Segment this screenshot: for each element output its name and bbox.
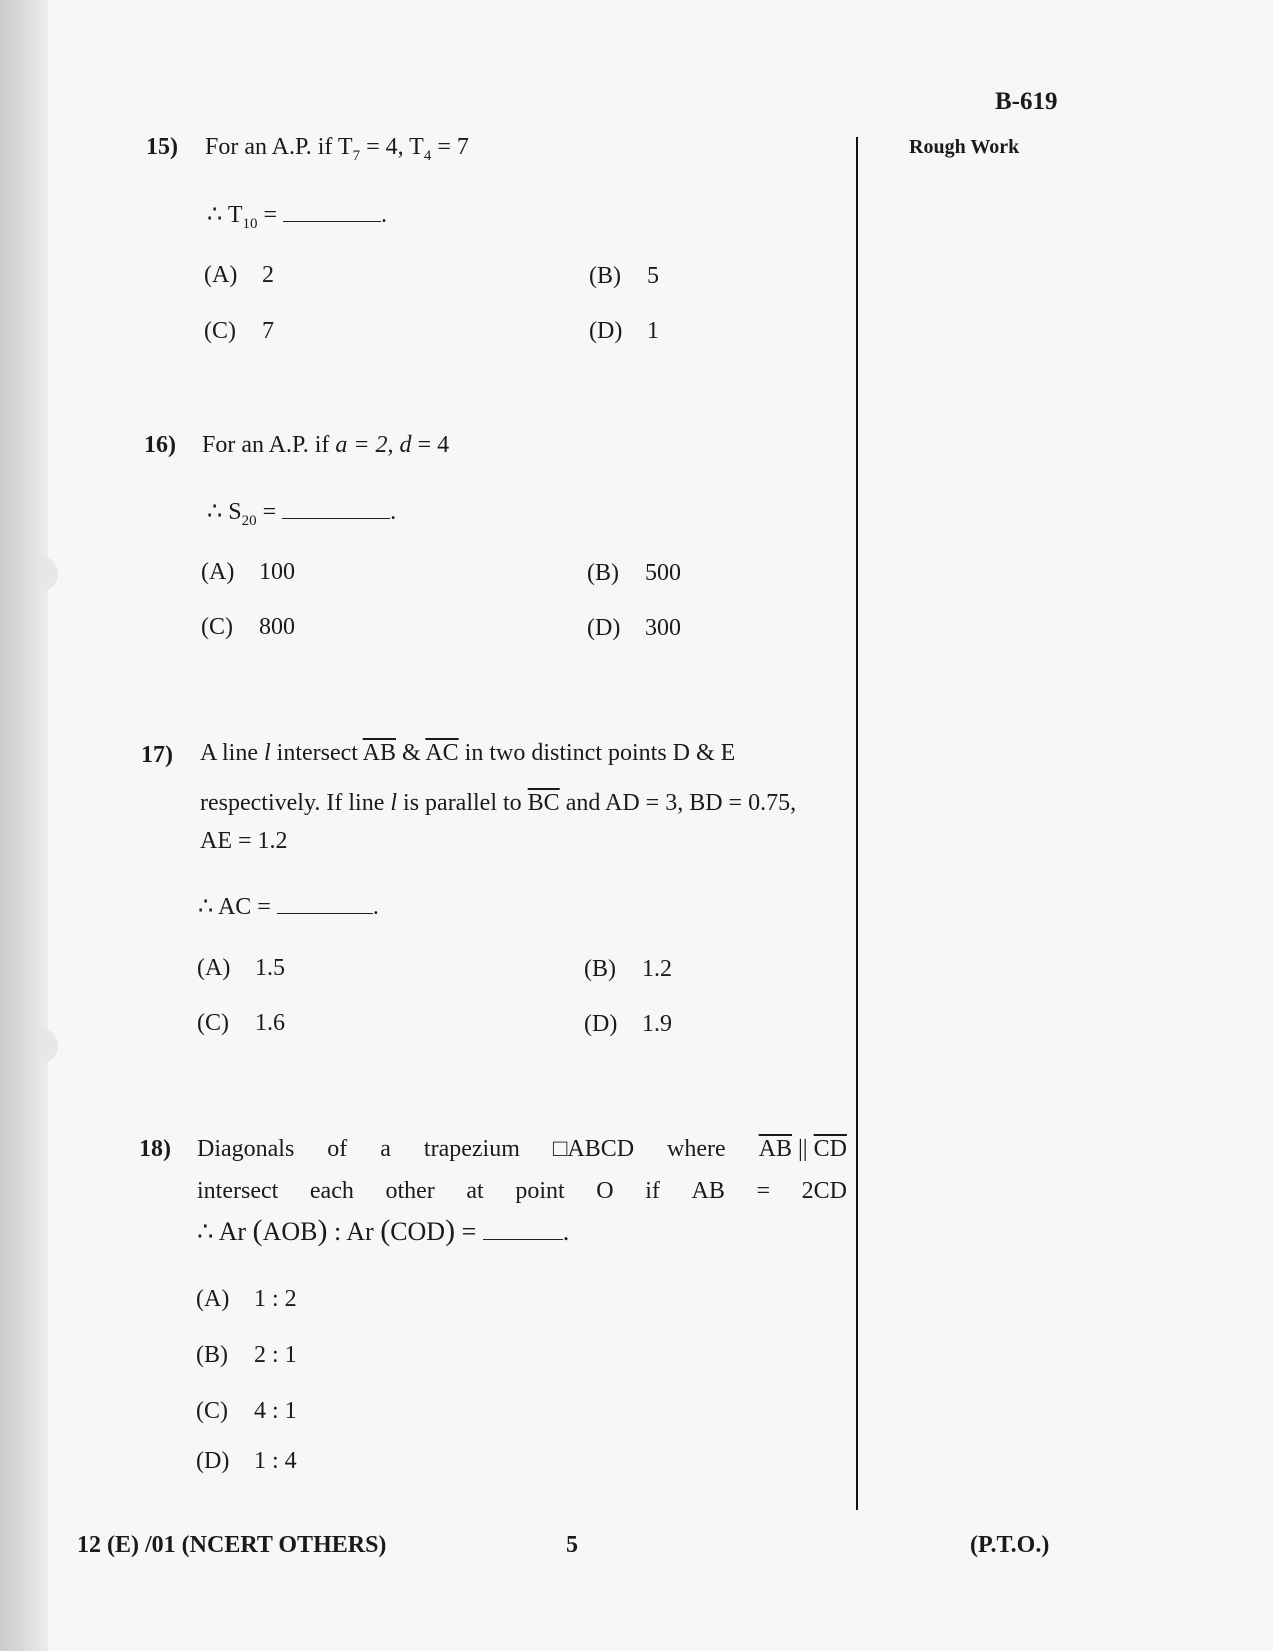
stem-text: = 4, T xyxy=(360,134,424,160)
subscript: 10 xyxy=(242,215,258,232)
question-ask: ∴ Ar (AOB) : Ar (COD) = . xyxy=(197,1214,570,1247)
stem-word: other xyxy=(385,1178,435,1204)
option-label: (C) xyxy=(197,1010,229,1036)
stem-word: intersect xyxy=(197,1178,279,1204)
stem-text: intersect xyxy=(270,740,363,766)
page-number: 5 xyxy=(566,1532,578,1558)
question-stem-line-1 xyxy=(200,740,735,767)
stem-word: AB xyxy=(691,1178,725,1204)
answer-blank xyxy=(283,201,381,222)
option-b[interactable] xyxy=(589,263,659,290)
stem-text: in two distinct points D & E xyxy=(458,740,736,766)
stem-text: For an A.P. if xyxy=(202,432,336,458)
column-divider xyxy=(856,137,858,1510)
question-ask: ∴ AC = . xyxy=(198,894,379,920)
option-value: 800 xyxy=(259,614,295,640)
option-b[interactable] xyxy=(584,956,672,983)
rough-work-heading: Rough Work xyxy=(909,136,1020,158)
stem-text: is parallel to xyxy=(397,790,528,816)
parallel-symbol: || xyxy=(792,1136,814,1162)
stem-text: respectively. If line xyxy=(200,790,391,816)
line-variable: l xyxy=(264,740,271,766)
subscript: 7 xyxy=(352,147,361,164)
question-stem-line-3: AE = 1.2 xyxy=(200,828,288,854)
quadrilateral-symbol: □ABCD xyxy=(552,1136,635,1162)
ask-text: = xyxy=(256,499,283,525)
option-label: (D) xyxy=(589,318,623,344)
segment-ab: $\overline{AB}$ xyxy=(362,740,396,766)
stem-word: O xyxy=(596,1178,614,1204)
bracket: ( xyxy=(252,1214,263,1247)
triangle-aob: AOB xyxy=(262,1217,318,1246)
stem-word: Diagonals xyxy=(197,1136,295,1162)
question-number: 18) xyxy=(139,1136,171,1162)
stem-word: = xyxy=(756,1178,771,1204)
option-c[interactable] xyxy=(196,1398,297,1425)
option-value: 2 xyxy=(262,262,274,288)
option-label: (A) xyxy=(197,955,231,981)
option-label: (A) xyxy=(196,1286,230,1312)
option-c[interactable] xyxy=(197,1010,285,1037)
option-a[interactable] xyxy=(201,559,295,586)
bracket: ) xyxy=(317,1214,328,1247)
stem-text: and AD = 3, BD = 0.75, xyxy=(559,790,797,816)
answer-blank xyxy=(277,893,373,914)
parallel-segments xyxy=(759,1136,847,1163)
option-value: 100 xyxy=(259,559,295,585)
ask-text: ∴ Ar xyxy=(197,1217,253,1246)
option-value: 7 xyxy=(262,318,274,344)
ask-text: = xyxy=(455,1217,483,1246)
question-number: 15) xyxy=(146,134,178,160)
option-label: (C) xyxy=(201,614,233,640)
option-d[interactable] xyxy=(196,1448,297,1475)
option-b[interactable] xyxy=(587,560,681,587)
subscript: 20 xyxy=(241,512,257,529)
question-stem-line-2 xyxy=(197,1178,847,1205)
stem-variables: a = 2, d xyxy=(335,432,412,458)
option-a[interactable] xyxy=(204,262,274,289)
answer-blank xyxy=(483,1219,563,1240)
option-a[interactable] xyxy=(197,955,285,982)
segment-bc: $\overline{BC}$ xyxy=(527,790,560,816)
option-label: (A) xyxy=(201,559,235,585)
option-value: 1.5 xyxy=(255,955,285,981)
segment-ac: $\overline{AC}$ xyxy=(425,740,459,766)
scan-edge xyxy=(0,0,48,1651)
stem-word: point xyxy=(515,1178,565,1204)
question-ask: ∴ $T_{10}$ = . xyxy=(207,202,388,232)
option-value: 2 : 1 xyxy=(254,1342,297,1368)
bracket: ( xyxy=(380,1214,391,1247)
stem-word: where xyxy=(667,1136,726,1162)
stem-text: For an A.P. if T xyxy=(205,134,353,160)
ask-text: : Ar xyxy=(327,1217,381,1246)
ask-text: = xyxy=(257,202,284,228)
ask-text: ∴ AC = xyxy=(198,894,277,920)
option-value: 1.2 xyxy=(642,956,672,982)
option-d[interactable] xyxy=(584,1011,672,1038)
stem-word: trapezium xyxy=(423,1136,520,1162)
stem-word: of xyxy=(327,1136,348,1162)
option-value: 5 xyxy=(647,263,659,289)
stem-word: if xyxy=(645,1178,660,1204)
option-label: (D) xyxy=(584,1011,618,1037)
option-value: 300 xyxy=(645,615,681,641)
option-label: (B) xyxy=(587,560,619,586)
bracket: ) xyxy=(445,1214,456,1247)
option-label: (C) xyxy=(196,1398,228,1424)
option-b[interactable] xyxy=(196,1342,297,1369)
ask-text: ∴ T xyxy=(207,202,243,228)
option-label: (B) xyxy=(196,1342,228,1368)
stem-word: at xyxy=(466,1178,484,1204)
option-c[interactable] xyxy=(204,318,274,345)
stem-word: each xyxy=(309,1178,354,1204)
option-value: 4 : 1 xyxy=(254,1398,297,1424)
footer-pto: (P.T.O.) xyxy=(970,1532,1050,1558)
option-label: (B) xyxy=(589,263,621,289)
ask-text: ∴ S xyxy=(207,499,242,525)
stem-text: A line xyxy=(200,740,264,766)
option-value: 1 : 4 xyxy=(254,1448,297,1474)
question-stem-line-2 xyxy=(200,790,796,817)
option-label: (A) xyxy=(204,262,238,288)
option-d[interactable] xyxy=(587,615,681,642)
option-label: (B) xyxy=(584,956,616,982)
question-ask: ∴ $S_{20}$ = . xyxy=(207,499,397,529)
option-d[interactable] xyxy=(589,318,659,345)
question-number: 16) xyxy=(144,432,176,458)
option-value: 1 : 2 xyxy=(254,1286,297,1312)
option-value: 500 xyxy=(645,560,681,586)
question-stem-line-1 xyxy=(197,1136,847,1163)
option-label: (D) xyxy=(587,615,621,641)
option-c[interactable] xyxy=(201,614,295,641)
question-number: 17) xyxy=(141,742,173,768)
stem-word: 2CD xyxy=(801,1178,847,1204)
answer-blank xyxy=(282,498,390,519)
option-label: (D) xyxy=(196,1448,230,1474)
option-value: 1.9 xyxy=(642,1011,672,1037)
triangle-cod: COD xyxy=(390,1217,446,1246)
stem-text: & xyxy=(395,740,426,766)
footer-subject-code: 12 (E) /01 (NCERT OTHERS) xyxy=(77,1532,387,1558)
option-label: (C) xyxy=(204,318,236,344)
question-stem xyxy=(205,134,469,165)
question-stem xyxy=(202,432,449,459)
option-value: 1.6 xyxy=(255,1010,285,1036)
subscript: 4 xyxy=(423,147,432,164)
stem-text: = 7 xyxy=(431,134,469,160)
line-variable: l xyxy=(390,790,398,816)
segment-ab: $\overline{AB}$ xyxy=(758,1136,792,1162)
paper-code: B-619 xyxy=(995,88,1058,115)
option-a[interactable] xyxy=(196,1286,297,1313)
segment-cd: $\overline{CD}$ xyxy=(813,1136,847,1162)
stem-word: a xyxy=(380,1136,391,1162)
stem-text: = 4 xyxy=(411,432,450,458)
option-value: 1 xyxy=(647,318,659,344)
